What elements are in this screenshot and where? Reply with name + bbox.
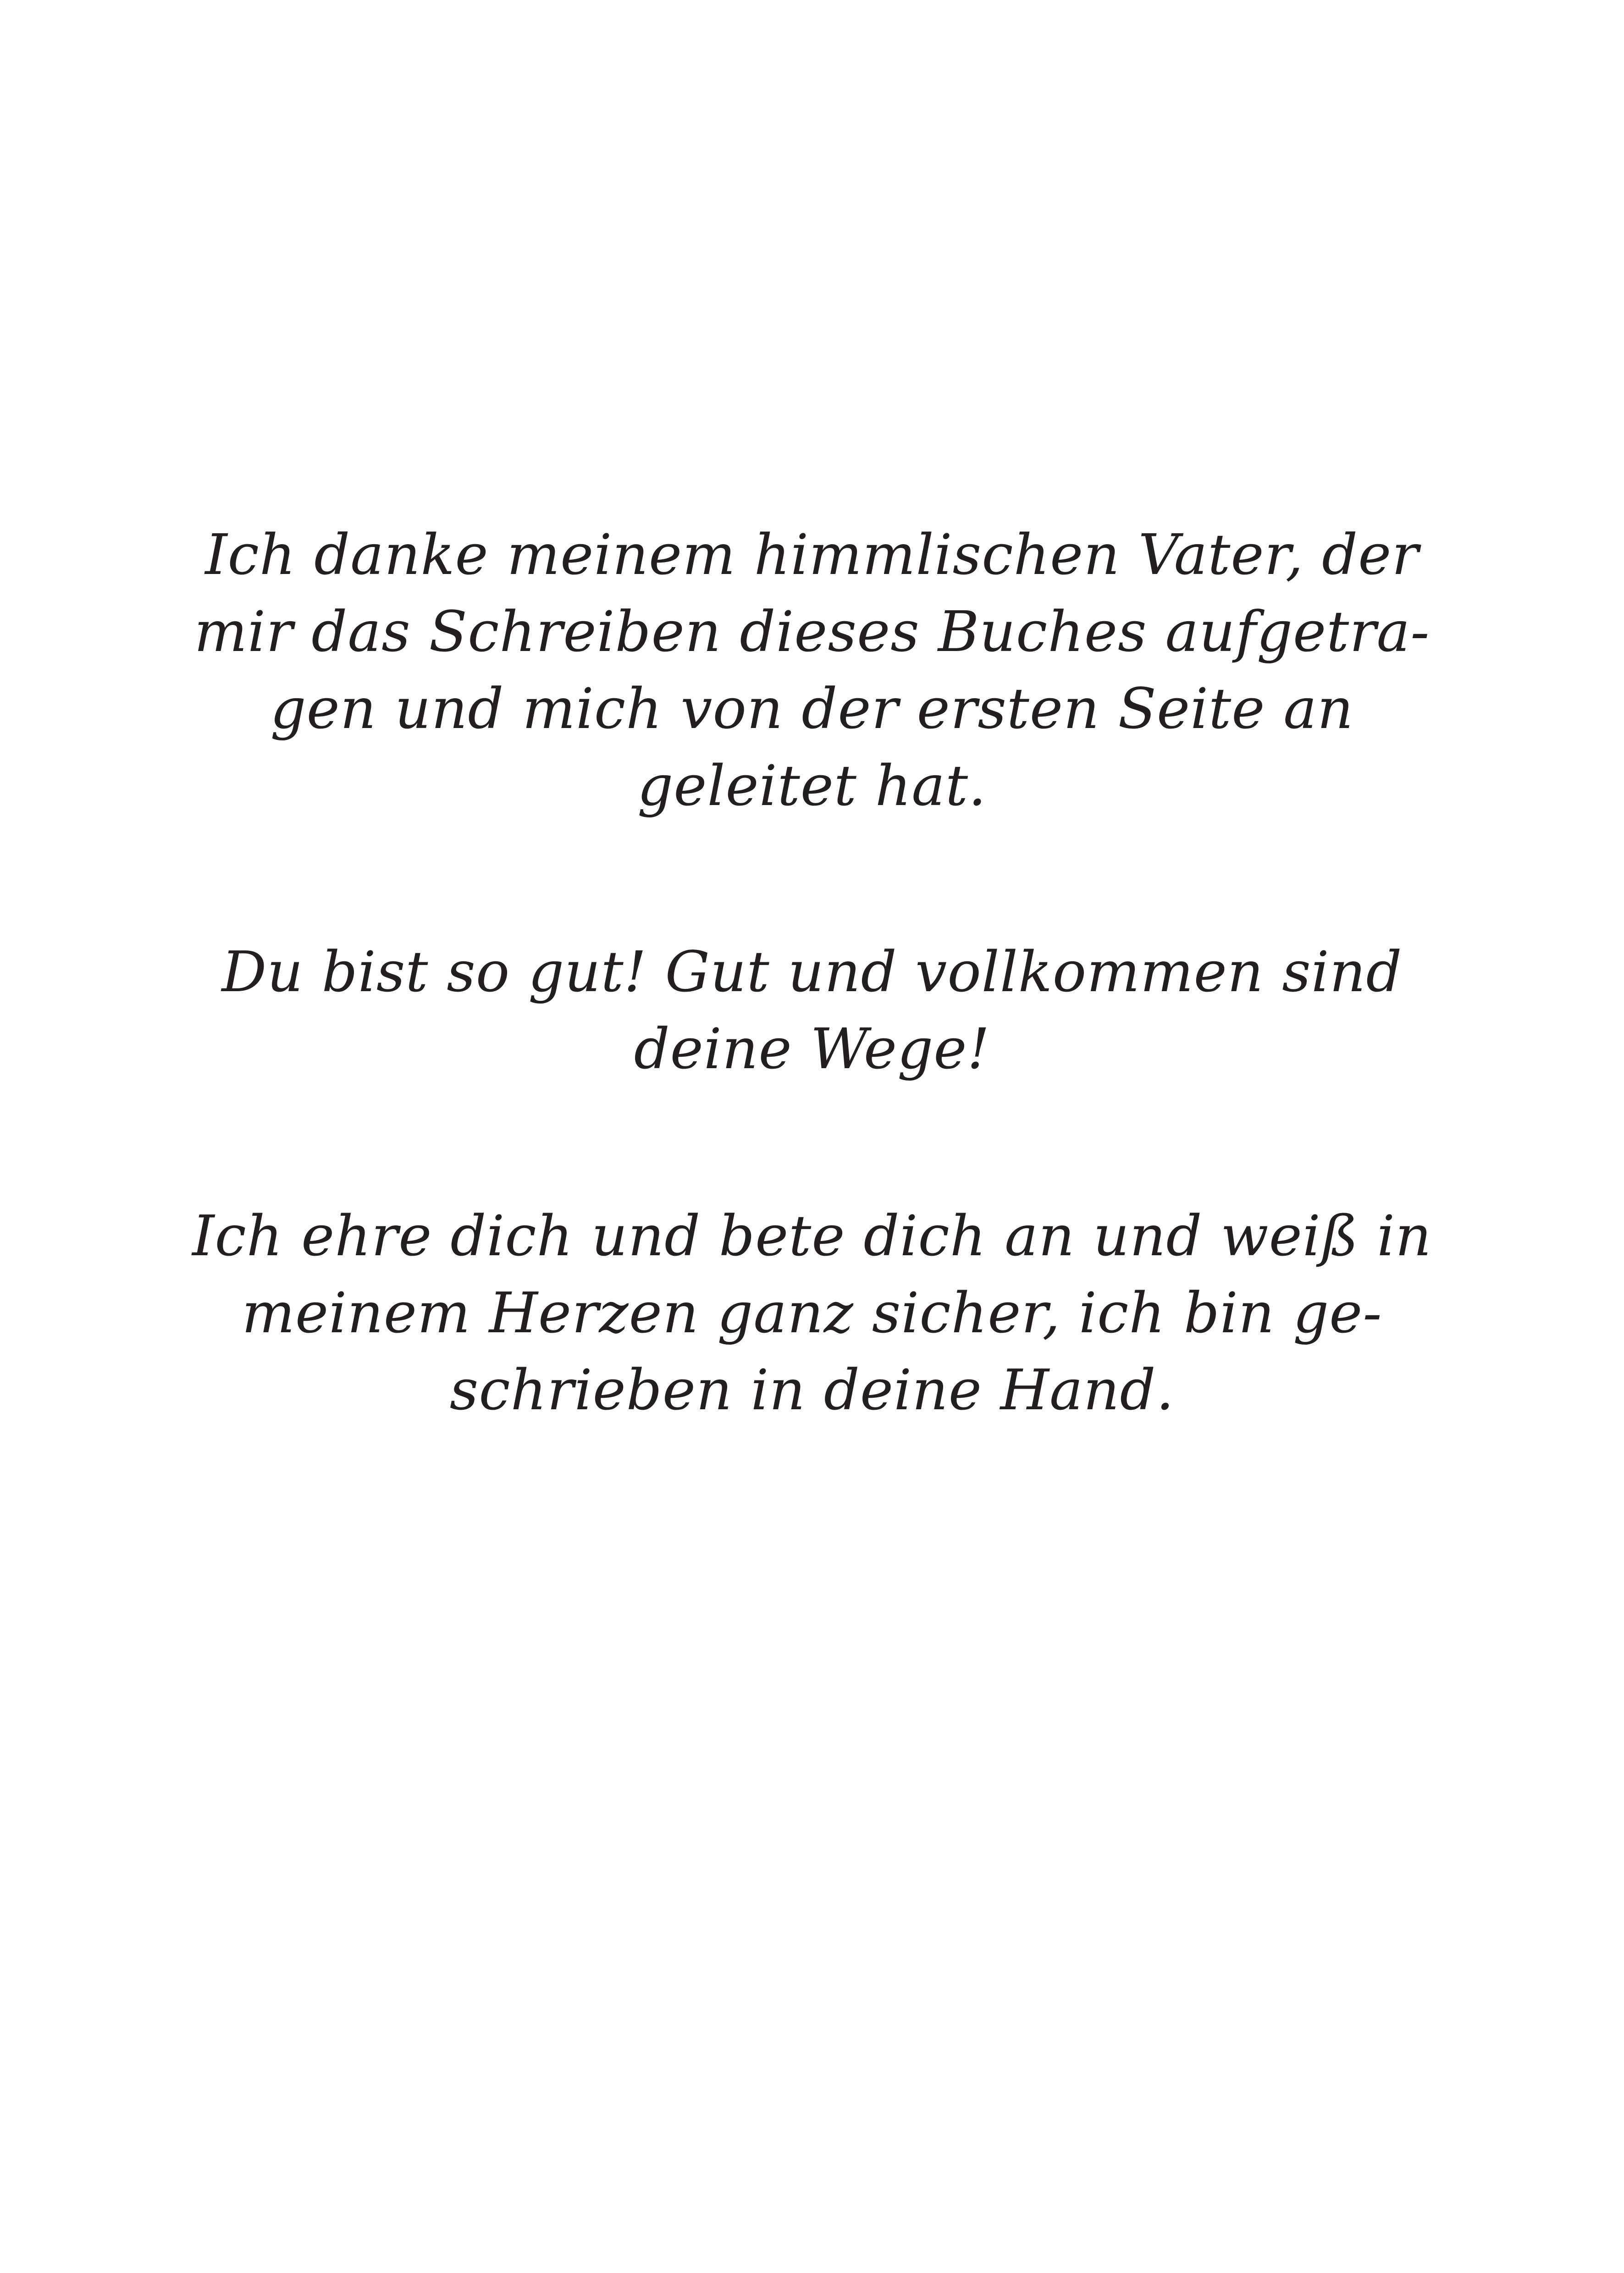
text-line: gen und mich von der ersten Seite an <box>270 676 1354 741</box>
text-line: Ich ehre dich und bete dich an und weiß in <box>192 1203 1432 1269</box>
dedication-paragraph-worship <box>0 1197 1624 1429</box>
text-line: mir das Schreiben dieses Buches aufgetra- <box>194 599 1430 664</box>
text-line: Ich danke meinem himmlischen Vater, der <box>205 522 1419 587</box>
text-line: Du bist so gut! Gut und vollkommen sind <box>221 939 1403 1004</box>
text-line: geleitet hat. <box>637 753 987 818</box>
dedication-paragraph-thanks <box>0 516 1624 824</box>
dedication-paragraph-praise <box>0 933 1624 1087</box>
text-line: schrieben in deine Hand. <box>449 1357 1175 1423</box>
text-line: meinem Herzen ganz sicher, ich bin ge- <box>242 1280 1382 1346</box>
text-line: deine Wege! <box>634 1016 990 1081</box>
